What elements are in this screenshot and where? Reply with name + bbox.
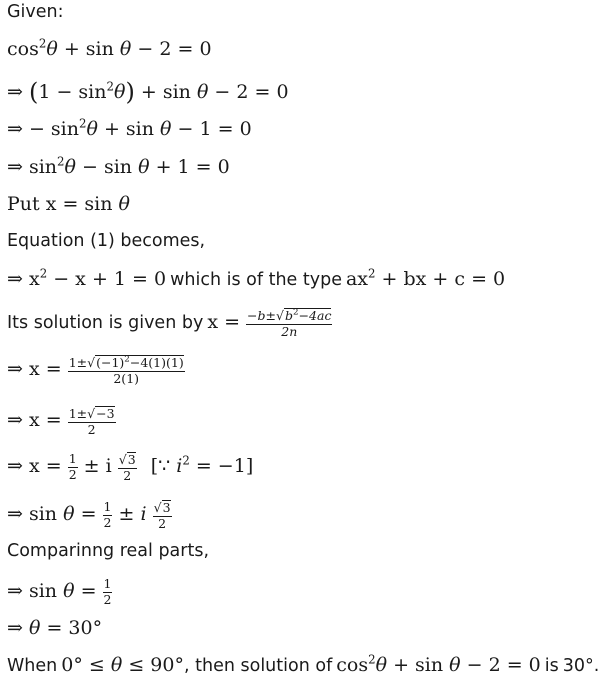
conclusion-is-text: is: [544, 656, 559, 676]
conclusion-mid-text: , then solution of: [184, 656, 333, 676]
quadratic-equation: ⇒ $x^2 - x + 1 = 0$: [7, 266, 167, 290]
conclusion-equation: $\cos^2\theta + \sin \theta - 2 = 0$: [336, 652, 541, 676]
compare-label: Comparinng real parts,: [7, 541, 210, 561]
substituted-formula: ⇒ x = $\frac{1\pm√(-1)^2-4(1)(1)}{2(1)}$: [7, 354, 184, 386]
theta-result: ⇒ θ = 30°: [7, 617, 103, 639]
substitution-statement: Put x = sin θ: [7, 193, 130, 215]
complex-form-equation: ⇒ x = $\frac{1}{2}$ ± i $\frac{√3}{2}$: [7, 451, 136, 483]
sin-complex-equation: ⇒ sin θ = $\frac{1}{2}$ ± i $\frac{√3}{2}$: [7, 499, 171, 531]
type-text: which is of the type: [170, 270, 342, 290]
equation-label: Equation (1) becomes,: [7, 231, 206, 251]
identity-note: [∵ $i^2 = -1$]: [150, 453, 254, 477]
quadratic-formula: x = $\frac{-b\pm√b^2-4ac}{2n}$: [207, 307, 332, 339]
step-2-equation: ⇒ − $\sin^2\theta + \sin \theta - 1 = 0$: [7, 116, 252, 140]
solution-intro-text: Its solution is given by: [7, 313, 204, 333]
conclusion-answer: 30°.: [562, 656, 600, 676]
given-label: Given:: [7, 2, 64, 22]
solution-formula-line: [7, 308, 332, 338]
complex-form-line: [7, 452, 253, 482]
conclusion-when-text: When: [7, 656, 58, 676]
standard-form-equation: $ax^2$ + bx + c = 0: [345, 266, 506, 290]
conclusion-range: 0° ≤ θ ≤ 90°: [61, 654, 184, 676]
simplified-formula: ⇒ x = $\frac{1\pm√-3}{2}$: [7, 406, 115, 437]
step-1-equation: ⇒ $(1 - \sin^2\theta) + \sin \theta - 2 = 0$: [7, 78, 289, 106]
step-3-equation: ⇒ $\sin^2\theta - \sin \theta + 1 = 0$: [7, 154, 230, 178]
real-part-equation: ⇒ sin θ = $\frac{1}{2}$: [7, 576, 112, 607]
quadratic-line: [7, 266, 506, 290]
given-equation: $\cos^2\theta + \sin \theta - 2 = 0$: [7, 36, 212, 60]
conclusion-line: [7, 652, 600, 676]
